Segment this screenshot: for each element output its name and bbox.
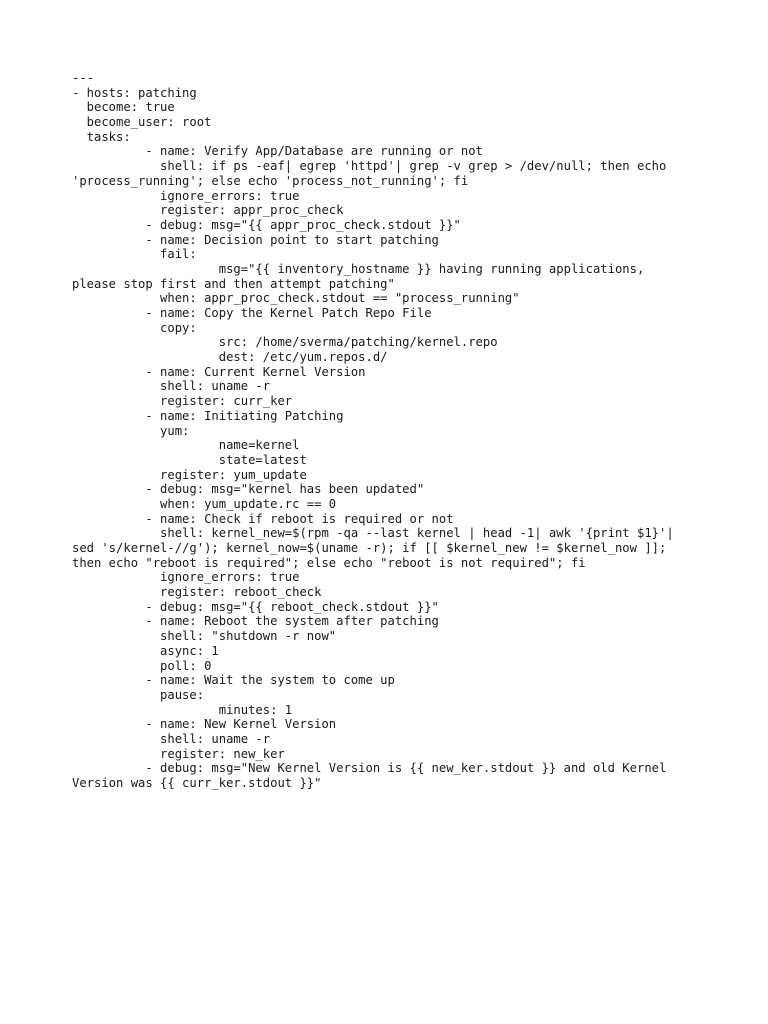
code-line: when: appr_proc_check.stdout == "process_running" [72, 291, 520, 306]
code-line: shell: uname -r [72, 731, 271, 746]
code-line: register: reboot_check [72, 585, 322, 600]
code-line: when: yum_update.rc == 0 [72, 496, 337, 511]
code-line: then echo "reboot is required"; else echo "reboot is not required"; fi [72, 555, 586, 570]
code-line: register: new_ker [72, 746, 285, 761]
code-line: - name: Verify App/Database are running or not [72, 144, 483, 159]
code-line: shell: uname -r [72, 379, 271, 394]
code-line: poll: 0 [72, 658, 212, 673]
code-line: copy: [72, 320, 197, 335]
code-line: - hosts: patching [72, 85, 197, 100]
code-line: - name: Initiating Patching [72, 408, 344, 423]
code-line: - name: Copy the Kernel Patch Repo File [72, 306, 432, 320]
code-line: name=kernel [72, 438, 300, 453]
code-line: - debug: msg="{{ appr_proc_check.stdout }}" [72, 217, 461, 232]
code-line: state=latest [72, 452, 307, 467]
code-line: dest: /etc/yum.repos.d/ [72, 350, 388, 365]
code-line: 'process_running'; else echo 'process_not_running'; fi [72, 173, 469, 188]
code-line: pause: [72, 687, 205, 702]
code-line: register: yum_update [72, 467, 307, 482]
code-line: shell: "shutdown -r now" [72, 629, 337, 644]
code-line: yum: [72, 423, 190, 438]
code-line: tasks: [72, 129, 131, 144]
code-line: shell: kernel_new=$(rpm -qa --last kernel | head -1| awk '{print $1}'| [72, 526, 674, 541]
code-line: ignore_errors: true [72, 570, 300, 585]
code-line: sed 's/kernel-//g'); kernel_now=$(uname -r); if [[ $kernel_new != $kernel_now ]]; [72, 541, 667, 555]
code-line: register: curr_ker [72, 394, 293, 409]
code-line: - name: Decision point to start patching [72, 232, 439, 247]
code-line: - name: New Kernel Version [72, 717, 337, 732]
yaml-playbook-text [72, 71, 712, 791]
code-line: async: 1 [72, 643, 219, 658]
code-line: please stop first and then attempt patching" [72, 276, 395, 291]
code-line: src: /home/sverma/patching/kernel.repo [72, 335, 498, 350]
code-line: become: true [72, 100, 175, 115]
code-line: - name: Check if reboot is required or not [72, 511, 454, 526]
code-line: shell: if ps -eaf| egrep 'httpd'| grep -v grep > /dev/null; then echo [72, 159, 667, 174]
code-line: - debug: msg="kernel has been updated" [72, 482, 425, 497]
code-line: - debug: msg="{{ reboot_check.stdout }}" [72, 599, 439, 614]
code-line: fail: [72, 247, 197, 262]
code-line: register: appr_proc_check [72, 203, 344, 218]
code-line: become_user: root [72, 115, 212, 130]
code-line: - debug: msg="New Kernel Version is {{ new_ker.stdout }} and old Kernel [72, 761, 667, 776]
code-line: msg="{{ inventory_hostname }} having running applications, [72, 261, 645, 276]
code-line: --- [72, 71, 95, 85]
code-line: - name: Current Kernel Version [72, 364, 366, 379]
code-line: - name: Reboot the system after patching [72, 614, 439, 629]
code-line: Version was {{ curr_ker.stdout }}" [72, 776, 322, 790]
code-line: minutes: 1 [72, 702, 293, 717]
code-line: ignore_errors: true [72, 188, 300, 203]
code-line: - name: Wait the system to come up [72, 673, 395, 688]
